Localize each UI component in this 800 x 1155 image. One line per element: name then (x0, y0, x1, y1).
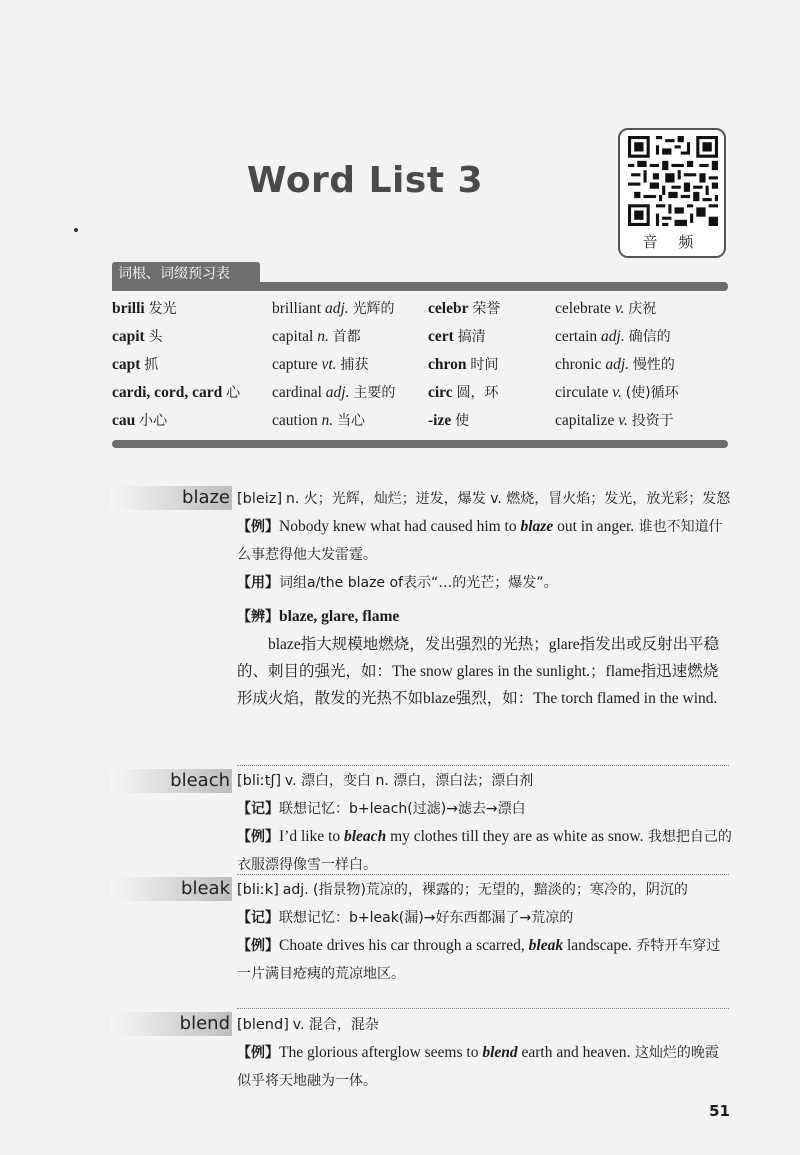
qr-code-card[interactable] (618, 128, 726, 258)
phonetic: [blend] (237, 1017, 289, 1033)
phonetic: [bliːk] (237, 882, 279, 898)
definition: n. 火；光辉，灿烂；迸发，爆发 v. 燃烧，冒火焰；发光，放光彩；发怒 (285, 491, 731, 507)
stray-dot (74, 228, 78, 232)
table-row: cardi, cord, card 心 cardinal adj. 主要的 circ 圆，环 circulate v. (使)循环 (112, 384, 679, 401)
page-number: 51 (709, 1102, 730, 1120)
headword-bleak: bleak (181, 878, 230, 899)
table-row: capit 头 capital n. 首都 cert 搞清 certain adj. 确信的 (112, 328, 671, 345)
entry-blend: [blend] v. 混合，混杂 【例】The glorious afterglow seems to blend earth and heaven. 这灿烂的晚霞似乎将天地融为一体。 (237, 1017, 719, 1089)
headword-blaze: blaze (182, 487, 230, 508)
distinction-text: blaze指大规模地燃烧，发出强烈的光热；glare指发出或反射出平稳的、刺目的强光，如：The snow glares in the sunlight.；flame指迅速燃烧形成火焰，散发的光热不如blaze强烈，如：The torch flamed in the wind. (237, 636, 720, 707)
table-row: cau 小心 caution n. 当心 -ize 使 capitalize v. 投资于 (112, 412, 674, 429)
entry-divider (237, 1008, 729, 1009)
definition: adj. (指景物)荒凉的，裸露的；无望的，黯淡的；寒冷的，阴沉的 (282, 882, 688, 898)
root-preview-header (112, 262, 728, 292)
root-preview-table (112, 298, 728, 438)
phonetic: [bliːtʃ] (237, 773, 282, 789)
table-row: capt 抓 capture vt. 捕获 chron 时间 chronic adj. 慢性的 (112, 356, 675, 373)
entry-blaze: [bleiz] n. 火；光辉，灿烂；迸发，爆发 v. 燃烧，冒火焰；发光，放光彩；发怒 【例】Nobody knew what had caused him to blaze out in anger. 谁也不知道什么事惹得他大发雷霆。 【用】词组a/the blaze of表示“…的光芒；爆发”。 【辨】blaze, glare, flame blaze指大规模地燃烧，发出强烈的光热；glare指发出或反射出平稳的、刺目的强光，如：The snow glares in the sunlight.；flame指迅速燃烧形成火焰，散发的光热不如blaze强烈，如：The torch flamed in the wind. (237, 491, 731, 707)
definition: v. 漂白，变白 n. 漂白，漂白法；漂白剂 (284, 773, 534, 789)
page-title: Word List 3 (246, 160, 484, 201)
entry-divider (237, 765, 729, 766)
entry-bleach: [bliːtʃ] v. 漂白，变白 n. 漂白，漂白法；漂白剂 【记】联想记忆：b+leach(过滤)→滤去→漂白 【例】I’d like to bleach my clothes till they are as white as snow. 我想把自己的衣服漂得像雪一样白。 (237, 773, 732, 873)
phonetic: [bleiz] (237, 491, 283, 507)
table-bottom-bar (112, 440, 728, 448)
root-preview-title: 词根、词缀预习表 (112, 262, 260, 286)
table-row: brilli 发光 brilliant adj. 光辉的 celebr 荣誉 celebrate v. 庆祝 (112, 300, 657, 317)
entry-divider (237, 874, 729, 875)
headword-blend: blend (179, 1013, 230, 1034)
headword-bleach: bleach (170, 770, 230, 791)
qr-code-icon (628, 136, 718, 226)
qr-audio-label: 音 频 (642, 233, 702, 251)
entry-bleak: [bliːk] adj. (指景物)荒凉的，裸露的；无望的，黯淡的；寒冷的，阴沉的 【记】联想记忆：b+leak(漏)→好东西都漏了→荒凉的 【例】Choate drives his car through a scarred, bleak landscape. 乔特开车穿过一片满目疮痍的荒凉地区。 (237, 882, 721, 982)
definition: v. 混合，混杂 (292, 1017, 379, 1033)
